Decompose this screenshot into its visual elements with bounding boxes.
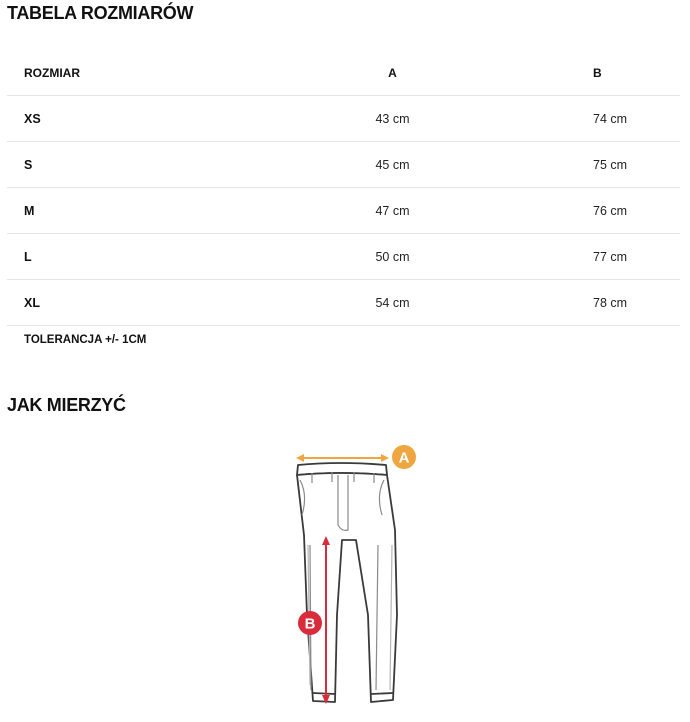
header-size: ROZMIAR <box>7 50 324 96</box>
header-b: B <box>461 50 680 96</box>
cell-b: 78 cm <box>461 280 680 326</box>
table-row <box>7 96 680 142</box>
cell-b: 74 cm <box>461 96 680 142</box>
page-title: TABELA ROZMIARÓW <box>7 3 194 23</box>
cell-a: 47 cm <box>324 188 461 234</box>
table-row <box>7 188 680 234</box>
cell-a: 45 cm <box>324 142 461 188</box>
table-header-row <box>7 50 680 96</box>
cell-size: M <box>7 188 324 234</box>
label-b: B <box>304 615 316 633</box>
cell-size: XL <box>7 280 324 326</box>
cell-a: 54 cm <box>324 280 461 326</box>
header-a: A <box>324 50 461 96</box>
table-row <box>7 234 680 280</box>
label-a: A <box>398 449 410 467</box>
cell-b: 75 cm <box>461 142 680 188</box>
how-to-measure-title: JAK MIERZYĆ <box>7 395 126 415</box>
cell-b: 77 cm <box>461 234 680 280</box>
pants-measurement-diagram <box>280 435 430 715</box>
cell-size: L <box>7 234 324 280</box>
cell-a: 43 cm <box>324 96 461 142</box>
pants-illustration <box>297 463 397 702</box>
table-row <box>7 142 680 188</box>
tolerance-note: TOLERANCJA +/- 1CM <box>24 334 147 346</box>
cell-a: 50 cm <box>324 234 461 280</box>
cell-size: S <box>7 142 324 188</box>
table-row <box>7 280 680 326</box>
cell-b: 76 cm <box>461 188 680 234</box>
size-table <box>7 50 680 326</box>
cell-size: XS <box>7 96 324 142</box>
